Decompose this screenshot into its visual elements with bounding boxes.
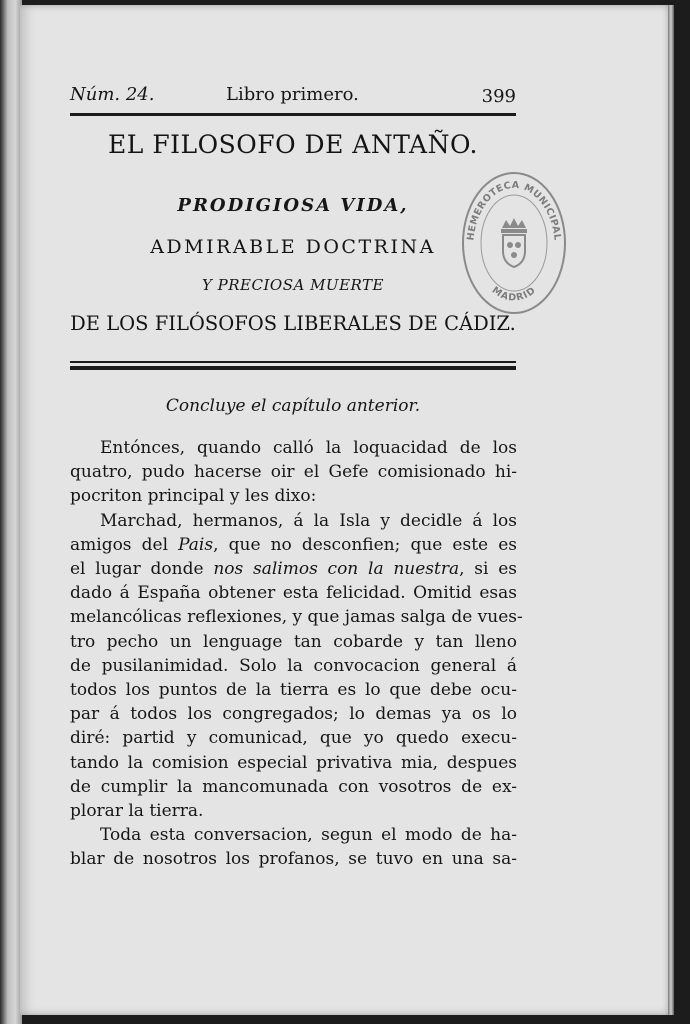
text-line — [70, 533, 517, 557]
body-text — [70, 436, 523, 872]
section-rule-top — [70, 361, 516, 363]
italic-run: Pais — [178, 534, 214, 555]
text-line: pocriton principal y les dixo: — [70, 486, 317, 507]
page-edge-right — [668, 5, 674, 1015]
text-line: par á todos los congregados; lo demas ya os lo — [70, 704, 517, 725]
stamp-text-bottom: MADRID — [489, 284, 539, 304]
text-line: quatro, pudo hacerse oir el Gefe comisionado hi- — [70, 462, 517, 483]
text-line: melancólicas reflexiones, y que jamas salga de vues- — [70, 607, 523, 628]
stamp-text-top: HEMEROTECA MUNICIPAL — [465, 179, 563, 242]
text-run: amigos del — [70, 534, 179, 555]
text-line: Marchad, hermanos, á la Isla y decidle á los — [100, 510, 517, 531]
text-line: Toda esta conversacion, segun el modo de ha- — [100, 825, 517, 846]
section-heading: Concluye el capítulo anterior. — [165, 396, 421, 416]
stamp-inner-ring — [481, 195, 547, 291]
subtitle-line-4: DE LOS FILÓSOFOS LIBERALES DE CÁDIZ. — [70, 312, 516, 335]
stamp-outer-ring — [463, 173, 565, 313]
italic-run: nos salimos con la nuestra — [213, 559, 460, 580]
subtitle-line-3: Y PRECIOSA MUERTE — [201, 276, 385, 294]
text-run: , si es — [459, 559, 517, 580]
text-line: plorar la tierra. — [70, 801, 204, 822]
page-title: EL FILOSOFO DE ANTAÑO. — [108, 130, 478, 159]
subtitle-line-2: ADMIRABLE DOCTRINA — [150, 236, 436, 258]
text-line: de pusilanimidad. Solo la convocacion general á — [70, 655, 517, 676]
header-rule — [70, 113, 516, 116]
text-line: blar de nosotros los profanos, se tuvo en una sa- — [70, 849, 517, 870]
text-line: tando la comision especial privativa mia, despues — [70, 752, 517, 773]
text-line: de cumplir la mancomunada con vosotros de ex- — [70, 776, 517, 797]
library-stamp — [459, 170, 569, 316]
book-label: Libro primero. — [226, 84, 359, 105]
text-line: tro pecho un lenguage tan cobarde y tan lleno — [70, 631, 517, 652]
text-line — [70, 557, 517, 581]
coat-of-arms-icon — [501, 218, 527, 267]
text-run: , que no desconfien; que este es — [213, 534, 517, 555]
text-line: todos los puntos de la tierra es lo que debe ocu- — [70, 680, 517, 701]
text-line: Entónces, quando calló la loquacidad de los — [100, 438, 517, 458]
book-spine-left — [0, 0, 22, 1024]
subtitle-line-1: PRODIGIOSA VIDA, — [177, 195, 409, 216]
running-header — [70, 84, 516, 110]
text-line: diré: partid y comunicad, que yo quedo execu- — [70, 728, 517, 749]
issue-number: Núm. 24. — [70, 84, 155, 105]
page-number: 399 — [481, 86, 516, 107]
section-rule-bottom — [70, 366, 516, 370]
text-run: el lugar donde — [70, 559, 214, 580]
text-line: dado á España obtener esta felicidad. Omitid esas — [70, 583, 517, 604]
